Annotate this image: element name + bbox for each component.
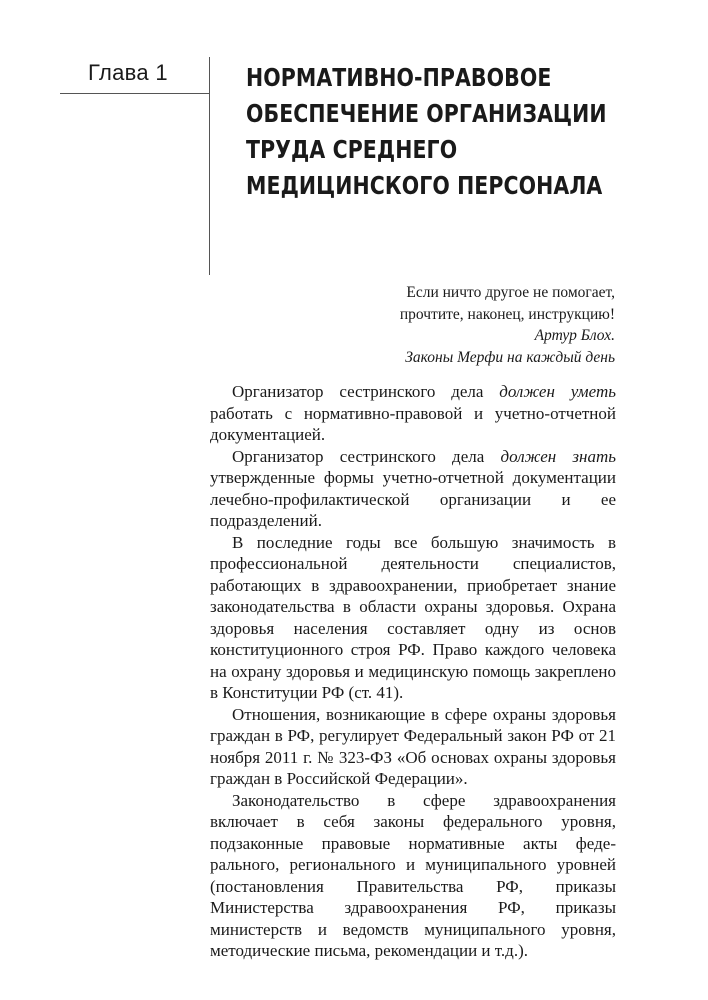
body-text [210,381,616,962]
paragraph: Отношения, возникающие в сфере охраны здоровья граждан в РФ, регулирует Федеральный закон РФ от 21 ноября 2011 г. № 323-ФЗ «Об основах охраны здоровья граждан в Российской Федерации». [210,704,616,788]
chapter-title-line: ОБЕСПЕЧЕНИЕ ОРГАНИЗАЦИИ [246,99,607,128]
paragraph-text: Организатор сестринского дела [232,382,500,401]
paragraph-text: Организатор сестринского дела [232,446,501,466]
paragraph: В последние годы все большую значимость в профессиональной деятельности специалистов, работающих в здравоохранении, приобретает знание законодательства в области охраны здоровья. Охрана здоровья населения составляет одну из основ конституционного строя РФ. Право каждого человека на охрану здоровья и медицинскую помощь закреплено в Конституции РФ (ст. 41). [210,532,616,702]
epigraph-line: прочтите, наконец, инструкцию! [399,305,615,323]
epigraph [400,282,615,368]
paragraph [210,446,616,532]
paragraph-text: утвержденные формы учетно-отчетной документации лечебно-профилактической организации и ее подразделений. [210,468,616,530]
chapter-title-line: МЕДИЦИНСКОГО ПЕРСОНАЛА [246,171,603,200]
chapter-title-line: ТРУДА СРЕДНЕГО [246,135,458,164]
chapter-title [246,60,607,204]
chapter-title-line: НОРМАТИВНО-ПРАВОВОЕ [246,63,552,92]
epigraph-author: Артур Блох. [534,327,615,344]
paragraph-text: работать с нормативно-правовой и учетно-отчетной документацией. [210,403,616,444]
epigraph-source: Законы Мерфи на каждый день [405,348,615,366]
paragraph: Законодательство в сфере здравоохранения включает в себя законы федерального уровня, подзаконные правовые нормативные акты федерального, регионального и муниципального уровней (постановления Правительства РФ, приказы Министерства здравоохранения РФ, приказы министерств и ведомств муниципального уровня, методические письма, рекомендации и т.д.). [210,790,616,960]
chapter-label: Глава 1 [88,60,168,85]
paragraph [210,381,616,446]
epigraph-line: Если ничто другое не помогает, [406,284,615,301]
paragraph-emphasis: должен уметь [499,382,616,401]
paragraph-emphasis: должен знать [500,446,616,466]
chapter-rule-horizontal [60,93,210,94]
chapter-rule-vertical [209,57,210,275]
